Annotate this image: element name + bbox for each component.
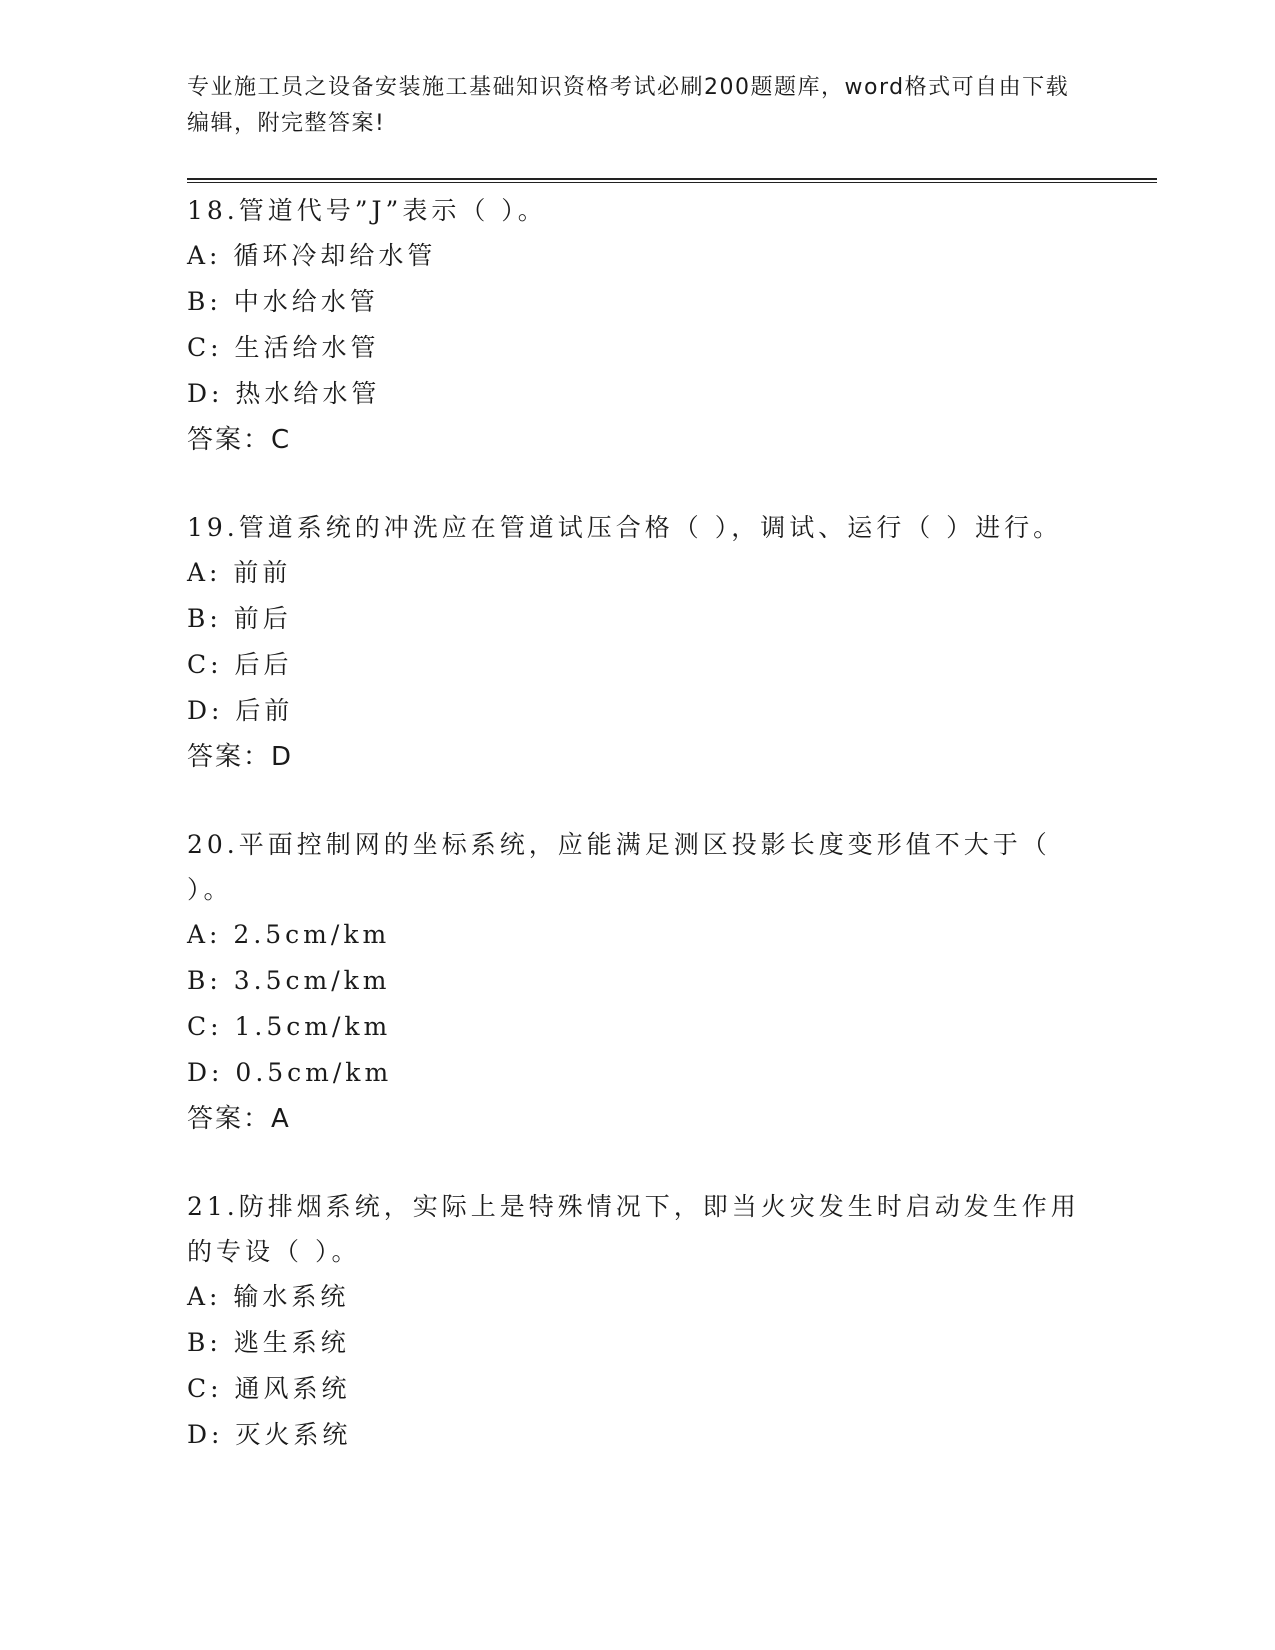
question-18	[187, 188, 1087, 463]
option-c: C: 生活给水管	[187, 333, 380, 362]
question-stem: 21.防排烟系统，实际上是特殊情况下，即当火灾发生时启动发生作用的专设（ ）。	[187, 1192, 1080, 1266]
option-c: C: 后后	[187, 650, 293, 679]
option-d: D: 热水给水管	[187, 379, 381, 408]
question-21	[187, 1184, 1087, 1458]
option-c: C: 1.5cm/km	[187, 1012, 392, 1041]
option-c: C: 通风系统	[187, 1374, 351, 1403]
option-a: A: 前前	[187, 558, 292, 587]
answer-text: 答案：A	[187, 1104, 291, 1134]
question-stem: 20.平面控制网的坐标系统，应能满足测区投影长度变形值不大于（ ）。	[187, 830, 1051, 904]
question-stem: 19.管道系统的冲洗应在管道试压合格（ ），调试、运行（ ）进行。	[187, 513, 1063, 542]
question-19	[187, 505, 1087, 780]
option-b: B: 中水给水管	[187, 287, 379, 316]
option-d: D: 0.5cm/km	[187, 1058, 393, 1087]
option-d: D: 后前	[187, 696, 294, 725]
option-b: B: 逃生系统	[187, 1328, 350, 1357]
answer-text: 答案：C	[187, 425, 292, 455]
option-a: A: 输水系统	[187, 1282, 350, 1311]
question-list	[187, 188, 1087, 1500]
option-b: B: 前后	[187, 604, 292, 633]
option-b: B: 3.5cm/km	[187, 966, 391, 995]
option-a: A: 2.5cm/km	[187, 920, 391, 949]
question-stem: 18.管道代号”J”表示（ ）。	[187, 196, 547, 225]
document-header: 专业施工员之设备安装施工基础知识资格考试必刷200题题库，word格式可自由下载编辑，附完整答案!	[187, 75, 1070, 136]
answer-text: 答案：D	[187, 742, 294, 772]
option-a: A: 循环冷却给水管	[187, 241, 437, 270]
option-d: D: 灭火系统	[187, 1420, 352, 1449]
header-divider	[187, 178, 1157, 183]
question-20	[187, 822, 1087, 1142]
